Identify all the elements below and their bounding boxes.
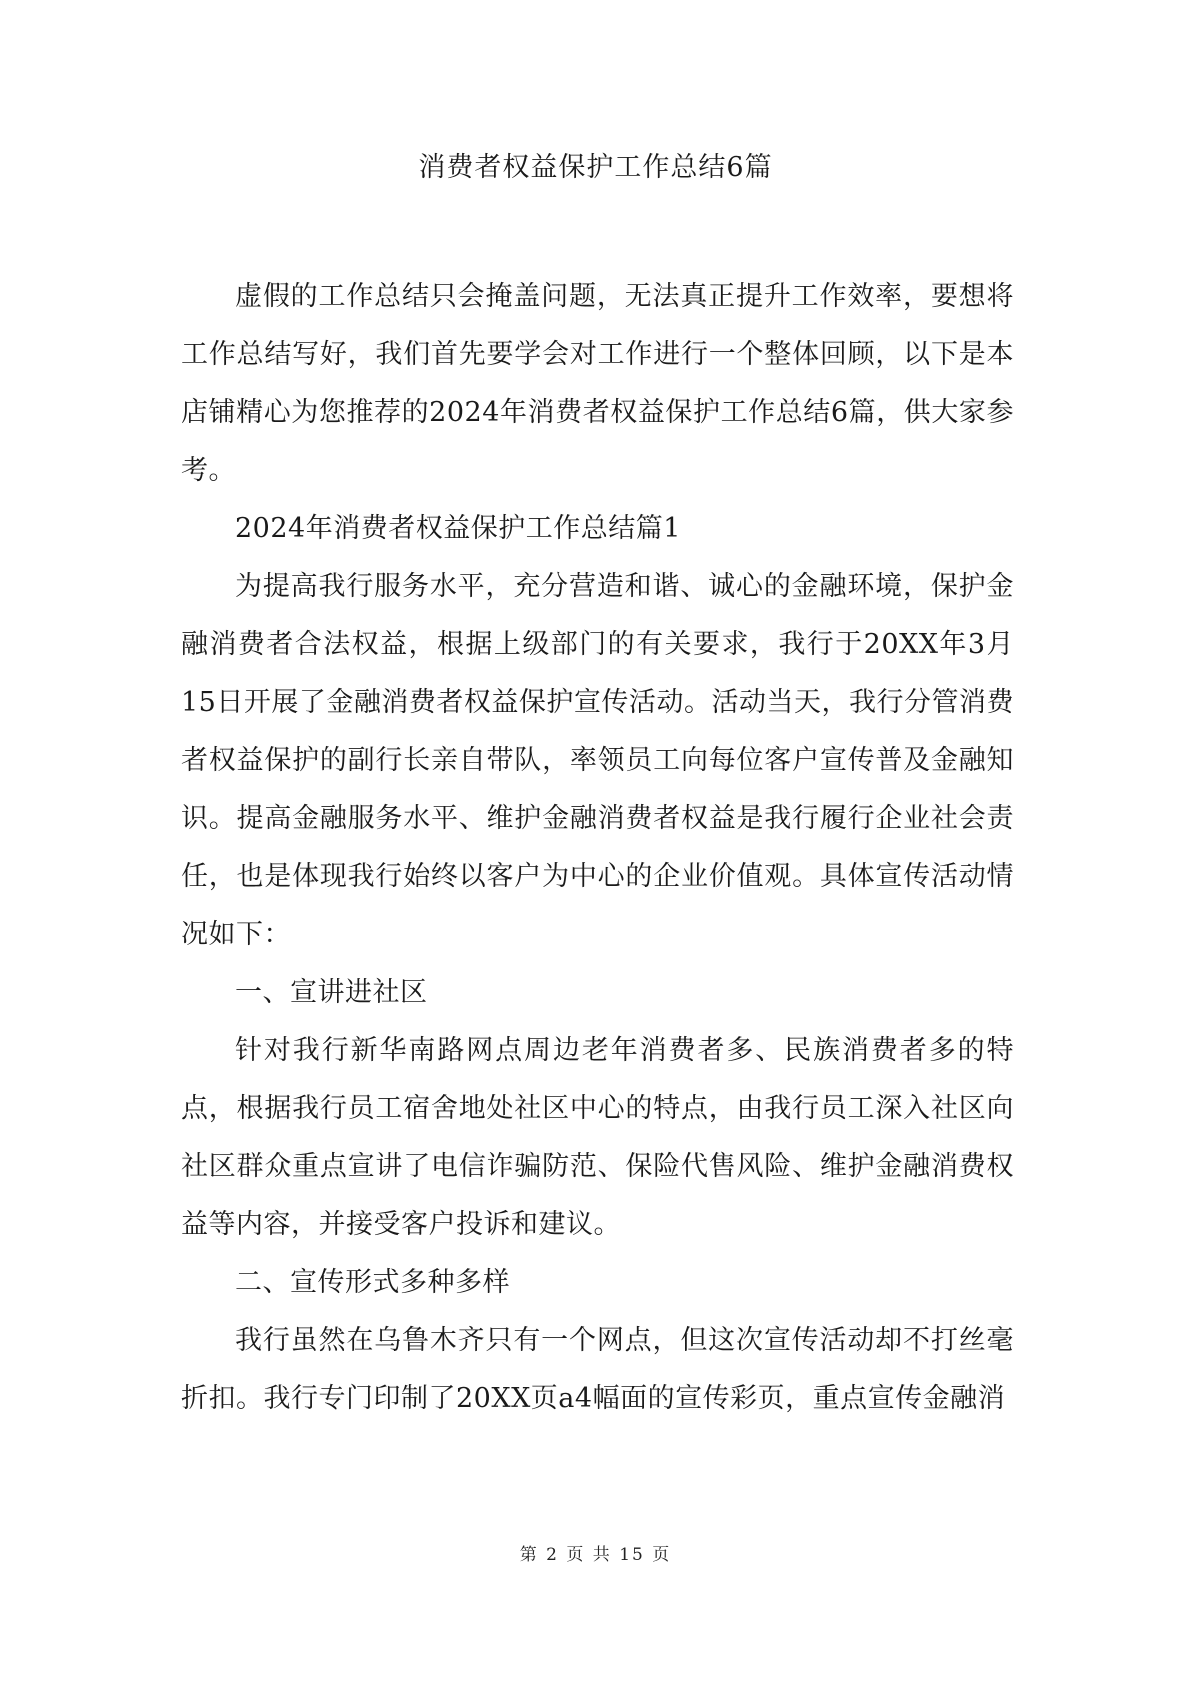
body-paragraph: 我行虽然在乌鲁木齐只有一个网点，但这次宣传活动却不打丝毫折扣。我行专门印制了20XX页a4幅面的宣传彩页，重点宣传金融消 <box>181 1325 1014 1414</box>
subheading-community: 一、宣讲进社区 <box>235 977 428 1008</box>
subheading-forms: 二、宣传形式多种多样 <box>235 1267 510 1298</box>
section-heading-part-1: 2024年消费者权益保护工作总结篇1 <box>235 513 681 544</box>
document-body <box>181 268 1014 1428</box>
body-paragraph: 针对我行新华南路网点周边老年消费者多、民族消费者多的特点，根据我行员工宿舍地处社区中心的特点，由我行员工深入社区向社区群众重点宣讲了电信诈骗防范、保险代售风险、维护金融消费权益等内容，并接受客户投诉和建议。 <box>181 1035 1014 1240</box>
document-title: 消费者权益保护工作总结6篇 <box>418 152 773 183</box>
intro-paragraph: 虚假的工作总结只会掩盖问题，无法真正提升工作效率，要想将工作总结写好，我们首先要学会对工作进行一个整体回顾，以下是本店铺精心为您推荐的2024年消费者权益保护工作总结6篇，供大家参考。 <box>181 281 1014 486</box>
page-number-footer: 第 2 页 共 15 页 <box>519 1545 672 1565</box>
body-paragraph: 为提高我行服务水平，充分营造和谐、诚心的金融环境，保护金融消费者合法权益，根据上级部门的有关要求，我行于20XX年3月15日开展了金融消费者权益保护宣传活动。活动当天，我行分管消费者权益保护的副行长亲自带队，率领员工向每位客户宣传普及金融知识。提高金融服务水平、维护金融消费者权益是我行履行企业社会责任，也是体现我行始终以客户为中心的企业价值观。具体宣传活动情况如下： <box>181 571 1014 950</box>
